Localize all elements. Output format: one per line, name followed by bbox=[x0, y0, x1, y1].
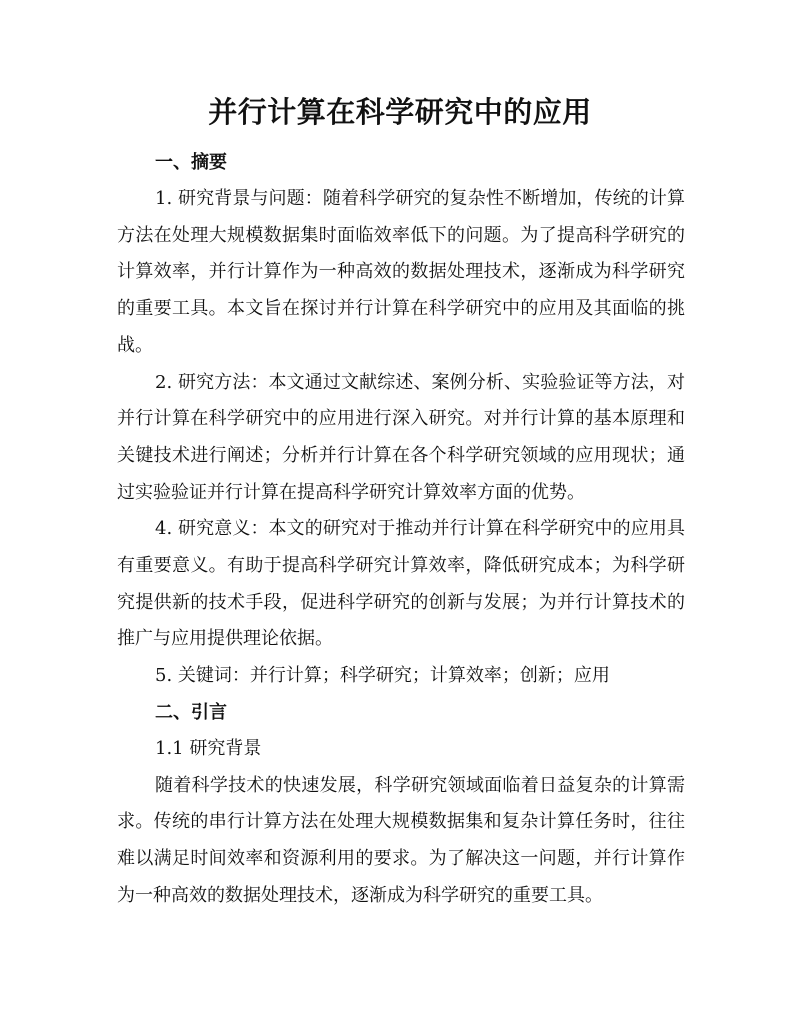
page-title: 并行计算在科学研究中的应用 bbox=[208, 95, 592, 129]
abstract-paragraph-methods: 2. 研究方法：本文通过文献综述、案例分析、实验验证等方法，对并行计算在科学研究中的应用进行深入研究。对并行计算的基本原理和关键技术进行阐述；分析并行计算在各个科学研究领域的应用现状；通过实验验证并行计算在提高科学研究计算效率方面的优势。 bbox=[117, 371, 685, 503]
section-heading-introduction: 二、引言 bbox=[155, 701, 227, 723]
abstract-keywords: 5. 关键词：并行计算；科学研究；计算效率；创新；应用 bbox=[155, 665, 610, 687]
section-heading-abstract: 一、摘要 bbox=[155, 152, 227, 173]
document-body bbox=[117, 145, 685, 914]
abstract-paragraph-background: 1. 研究背景与问题：随着科学研究的复杂性不断增加，传统的计算方法在处理大规模数据集时面临效率低下的问题。为了提高科学研究的计算效率，并行计算作为一种高效的数据处理技术，逐渐成为科学研究的重要工具。本文旨在探讨并行计算在科学研究中的应用及其面临的挑战。 bbox=[117, 188, 685, 356]
abstract-paragraph-significance: 4. 研究意义：本文的研究对于推动并行计算在科学研究中的应用具有重要意义。有助于提高科学研究计算效率，降低研究成本；为科学研究提供新的技术手段，促进科学研究的创新与发展；为并行计算技术的推广与应用提供理论依据。 bbox=[117, 518, 685, 650]
subsection-heading-background: 1.1 研究背景 bbox=[155, 737, 262, 759]
introduction-paragraph: 随着科学技术的快速发展，科学研究领域面临着日益复杂的计算需求。传统的串行计算方法在处理大规模数据集和复杂计算任务时，往往难以满足时间效率和资源利用的要求。为了解决这一问题，并行计算作为一种高效的数据处理技术，逐渐成为科学研究的重要工具。 bbox=[117, 774, 685, 906]
